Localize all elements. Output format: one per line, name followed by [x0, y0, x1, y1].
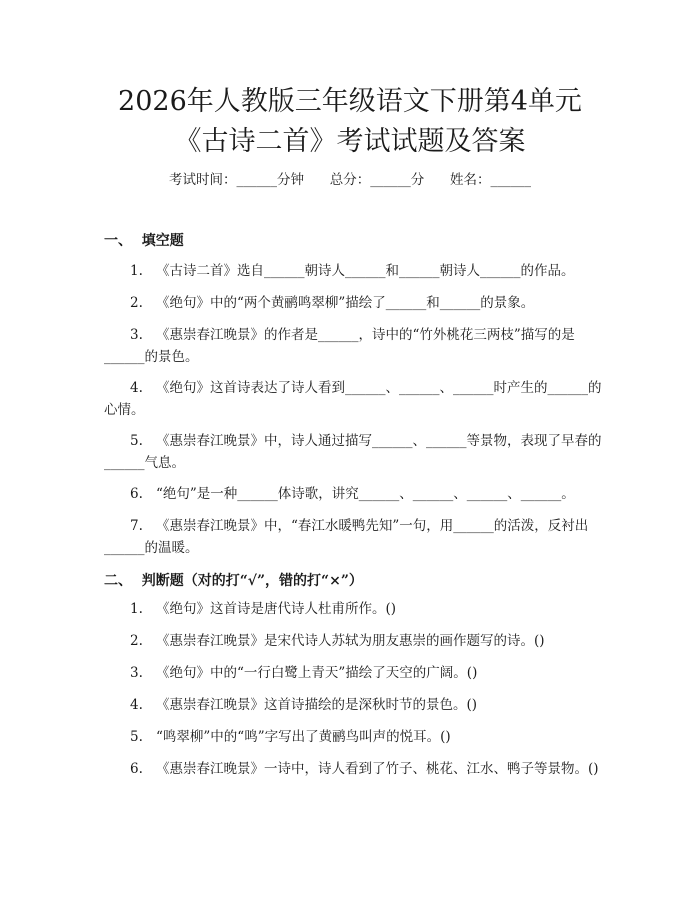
question-text: 《绝句》这首诗是唐代诗人杜甫所作。(): [156, 601, 397, 617]
question-text: 《古诗二首》选自______朝诗人______和______朝诗人______的作品。: [156, 263, 575, 279]
question-text: 《惠崇春江晚景》的作者是______，诗中的“竹外桃花三两枝”描写的是______的景色。: [104, 327, 575, 365]
question-item: [104, 630, 604, 652]
question-text: 《惠崇春江晚景》中，诗人通过描写______、______等景物，表现了早春的______气息。: [104, 433, 602, 471]
question-item: [104, 292, 604, 314]
question-number: 5.: [130, 433, 143, 449]
question-number: 7.: [130, 518, 143, 534]
question-number: 6.: [130, 761, 143, 777]
question-number: 3.: [130, 327, 143, 343]
question-number: 4.: [130, 380, 143, 396]
question-number: 3.: [130, 665, 143, 681]
question-item: [104, 483, 604, 505]
exam-info-line: 考试时间：______分钟 总分：______分 姓名：______: [169, 172, 531, 188]
question-item: [104, 260, 604, 282]
question-number: 6.: [130, 486, 143, 502]
question-item: [104, 377, 604, 421]
question-text: 《绝句》中的“一行白鹭上青天”描绘了天空的广阔。(): [156, 665, 478, 681]
question-item: [104, 662, 604, 684]
question-number: 1.: [130, 263, 143, 279]
question-number: 5.: [130, 729, 143, 745]
question-text: 《惠崇春江晚景》是宋代诗人苏轼为朋友惠崇的画作题写的诗。(): [156, 633, 545, 649]
question-number: 2.: [130, 633, 143, 649]
question-number: 1.: [130, 601, 143, 617]
question-item: [104, 758, 604, 780]
question-item: [104, 598, 604, 620]
question-text: 《惠崇春江晚景》中，“春江水暖鸭先知”一句，用______的活泼，反衬出______的温暖。: [104, 518, 589, 556]
question-text: “绝句”是一种______体诗歌，讲究______、______、______、______。: [156, 486, 575, 502]
section-heading-true-false: 二、 判断题（对的打“√”，错的打“×”）: [104, 573, 363, 589]
question-item: [104, 694, 604, 716]
question-text: 《绝句》中的“两个黄鹂鸣翠柳”描绘了______和______的景象。: [156, 295, 535, 311]
question-item: [104, 324, 604, 368]
question-item: [104, 515, 604, 559]
question-text: 《绝句》这首诗表达了诗人看到______、______、______时产生的______的心情。: [104, 380, 602, 418]
section-heading-fill-blank: 一、 填空题: [104, 233, 184, 249]
question-text: “鸣翠柳”中的“鸣”字写出了黄鹂鸟叫声的悦耳。(): [156, 729, 451, 745]
question-text: 《惠崇春江晚景》一诗中，诗人看到了竹子、桃花、江水、鸭子等景物。(): [156, 761, 599, 777]
document-title: 2026年人教版三年级语文下册第4单元《古诗二首》考试试题及答案: [118, 86, 582, 157]
question-number: 2.: [130, 295, 143, 311]
question-text: 《惠崇春江晚景》这首诗描绘的是深秋时节的景色。(): [156, 697, 478, 713]
question-item: [104, 726, 604, 748]
question-number: 4.: [130, 697, 143, 713]
question-item: [104, 430, 604, 474]
